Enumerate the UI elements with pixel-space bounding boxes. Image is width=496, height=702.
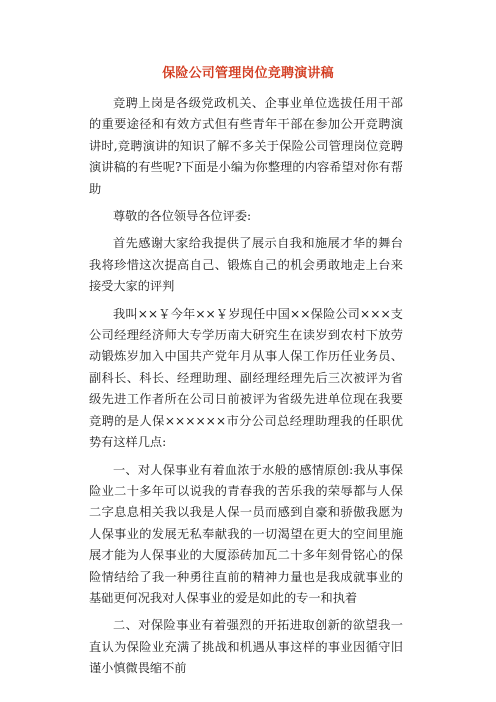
paragraph-salutation: 尊敬的各位领导各位评委: <box>113 209 252 224</box>
document-body <box>89 93 403 686</box>
paragraph-self-introduction: 我叫××￥今年××￥岁现任中国××保险公司×××支公司经理经济师大专学历南大研究生在读岁到农村下放劳动锻炼岁加入中国共产党年月从事人保工作历任业务员、副科长、科长、经理助理、副经理经理先后三次被评为省级先进工作者所在公司日前被评为省级先进单位现在我要竞聘的是人保××××××市分公司总经理助理我的任职优势有这样几点: <box>89 306 403 450</box>
paragraph-intro: 竞聘上岗是各级党政机关、企事业单位选拔任用干部的重要途径和有效方式但有些青年干部在参加公开竞聘演讲时,竞聘演讲的知识了解不多关于保险公司管理岗位竞聘演讲稿的有些呢?下面是小编为你整理的内容希望对你有帮助 <box>89 96 403 196</box>
paragraph-point-one: 一、对人保事业有着血浓于水般的感情原创:我从事保险业二十多年可以说我的青春我的苦乐我的荣辱都与人保二字息息相关我以我是人保一员而感到自豪和骄傲我愿为人保事业的发展无私奉献我的一切渴望在更大的空间里施展才能为人保事业的大厦添砖加瓦二十多年刻骨铭心的保险情结给了我一种勇往直前的精神力量也是我成就事业的基础更何况我对人保事业的爱是如此的专一和执着 <box>89 462 403 605</box>
paragraph-thanks: 首先感谢大家给我提供了展示自我和施展才华的舞台我将珍惜这次提高自己、锻炼自己的机会勇敢地走上台来接受大家的评判 <box>89 236 403 294</box>
document-title: 保险公司管理岗位竞聘演讲稿 <box>162 66 334 81</box>
paragraph-point-two: 二、对保险事业有着强烈的开拓进取创新的欲望我一直认为保险业充满了挑战和机遇从事这样的事业因循守旧谨小慎微畏缩不前 <box>89 618 403 676</box>
